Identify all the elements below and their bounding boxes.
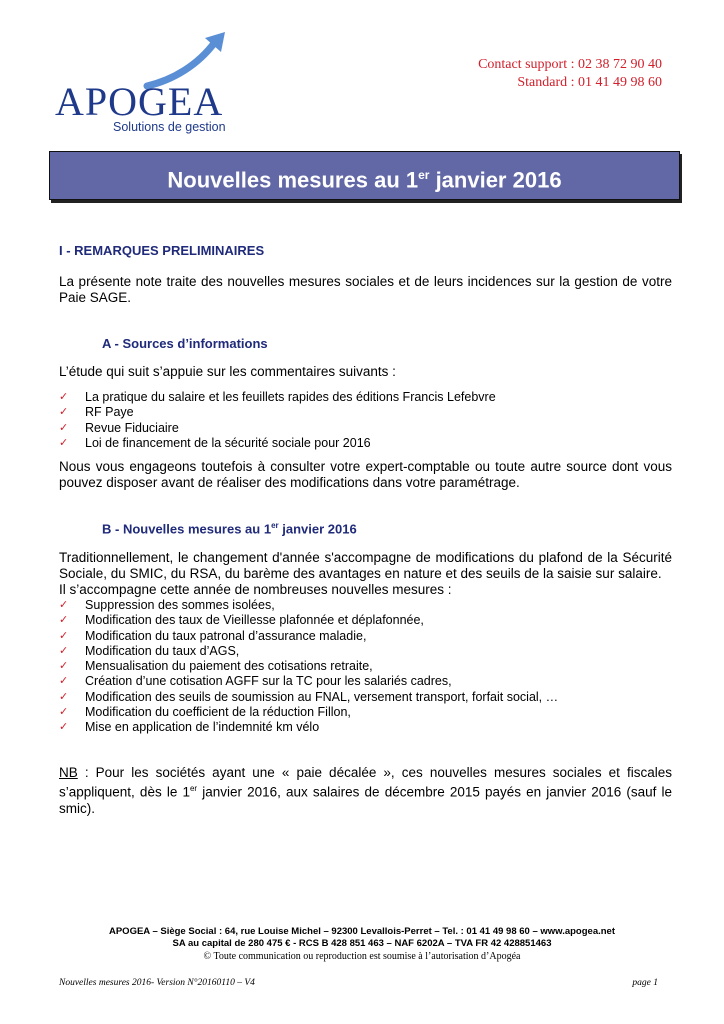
- list-item: ✓ Modification des seuils de soumission au FNAL, versement transport, forfait social, …: [59, 689, 559, 704]
- list-item: ✓ Revue Fiduciaire: [59, 420, 179, 435]
- contact-block: [478, 56, 662, 92]
- mesures-list: [59, 598, 558, 736]
- checkmark-icon: ✓: [59, 436, 69, 449]
- list-item: ✓ Mensualisation du paiement des cotisations retraite,: [59, 659, 373, 674]
- contact-standard: Standard : 01 41 49 98 60: [517, 75, 662, 90]
- logo-tagline: Solutions de gestion: [113, 120, 226, 134]
- document-version: Nouvelles mesures 2016- Version N°20160110 – V4: [59, 978, 255, 988]
- list-item: ✓ Création d’une cotisation AGFF sur la TC pour les salariés cadres,: [59, 674, 452, 689]
- footer-copyright: © Toute communication ou reproduction est soumise à l’autorisation d’Apogéa: [203, 951, 521, 962]
- sources-note-paragraph: Nous vous engageons toutefois à consulter votre expert-comptable ou toute autre source dont vous pouvez disposer avant de réaliser des modifications dans votre paramétrage.: [59, 459, 672, 490]
- checkmark-icon: ✓: [59, 614, 69, 627]
- list-item: ✓ Modification du coefficient de la réduction Fillon,: [59, 705, 351, 720]
- subsection-heading-nouvelles-mesures: B - Nouvelles mesures au 1er janvier 2016: [102, 521, 357, 537]
- checkmark-icon: ✓: [59, 690, 69, 703]
- page-number: page 1: [632, 978, 658, 988]
- checkmark-icon: ✓: [59, 629, 69, 642]
- mesures-intro-paragraph: Traditionnellement, le changement d'année s'accompagne de modifications du plafond de la Sécurité Sociale, du SMIC, du RSA, du barème des avantages en nature et des seuils de la saisie sur salaire.: [59, 550, 672, 581]
- page-title: Nouvelles mesures au 1er janvier 2016: [167, 167, 562, 193]
- mesures-lead-text: Il s’accompagne cette année de nombreuses nouvelles mesures :: [59, 582, 452, 597]
- checkmark-icon: ✓: [59, 660, 69, 673]
- footer-address: APOGEA – Siège Social : 64, rue Louise Michel – 92300 Levallois-Perret – Tel. : 01 41 49 98 60 – www.apogea.net: [108, 926, 615, 937]
- apogea-logo: [55, 30, 245, 140]
- list-item: ✓ Mise en application de l’indemnité km vélo: [59, 720, 320, 735]
- checkmark-icon: ✓: [59, 706, 69, 719]
- company-footer: [0, 926, 724, 963]
- list-item: ✓ La pratique du salaire et les feuillets rapides des éditions Francis Lefebvre: [59, 390, 496, 404]
- nb-label: NB: [59, 765, 78, 780]
- sources-list: [59, 390, 496, 451]
- footer-registration: SA au capital de 280 475 € - RCS B 428 851 463 – NAF 6202A – TVA FR 42 428851463: [172, 938, 552, 949]
- subsection-heading-sources: A - Sources d’informations: [102, 336, 268, 351]
- checkmark-icon: ✓: [59, 406, 69, 419]
- checkmark-icon: ✓: [59, 599, 69, 611]
- contact-support: Contact support : 02 38 72 90 40: [478, 57, 662, 72]
- checkmark-icon: ✓: [59, 391, 69, 403]
- list-item: ✓ Loi de financement de la sécurité sociale pour 2016: [59, 435, 371, 450]
- checkmark-icon: ✓: [59, 421, 69, 434]
- sources-lead-text: L’étude qui suit s’appuie sur les commentaires suivants :: [59, 364, 396, 379]
- logo-wordmark: APOGEA: [55, 79, 224, 124]
- list-item: ✓ Modification des taux de Vieillesse plafonnée et déplafonnée,: [59, 613, 424, 628]
- section-heading-remarques: I - REMARQUES PRELIMINAIRES: [59, 243, 265, 258]
- list-item: ✓ Modification du taux patronal d’assurance maladie,: [59, 628, 367, 643]
- checkmark-icon: ✓: [59, 721, 69, 734]
- section-intro-paragraph: La présente note traite des nouvelles mesures sociales et de leurs incidences sur la gestion de votre Paie SAGE.: [59, 274, 672, 305]
- list-item: ✓ Suppression des sommes isolées,: [59, 598, 275, 612]
- checkmark-icon: ✓: [59, 644, 69, 657]
- list-item: ✓ RF Paye: [59, 405, 134, 420]
- checkmark-icon: ✓: [59, 675, 69, 688]
- title-banner: [49, 151, 680, 200]
- nb-paragraph: NB : Pour les sociétés ayant une « paie décalée », ces nouvelles mesures sociales et fiscales s’appliquent, dès le 1er janvier 2016, aux salaires de décembre 2015 payés en janvier 2016 (sauf le smic).: [59, 765, 672, 816]
- list-item: ✓ Modification du taux d’AGS,: [59, 643, 240, 658]
